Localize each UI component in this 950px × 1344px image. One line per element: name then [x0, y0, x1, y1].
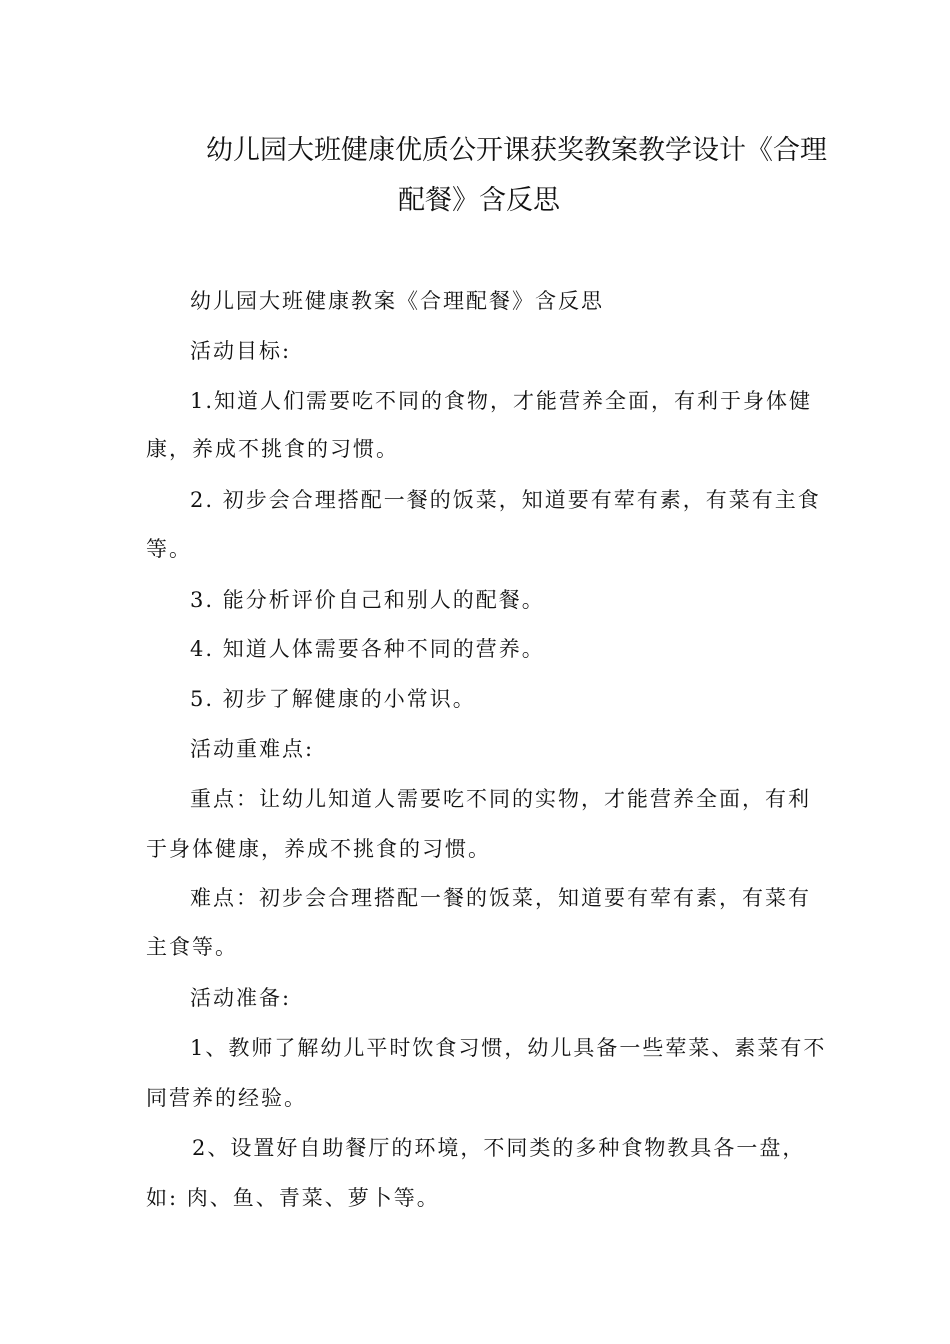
goal-2-line-2: 等。: [146, 537, 192, 561]
goal-3: 3. 能分析评价自己和别人的配餐。: [190, 588, 545, 612]
goal-1-line-2: 康，养成不挑食的习惯。: [146, 437, 399, 461]
prep-1-line-2: 同营养的经验。: [146, 1086, 307, 1110]
goals-heading: 活动目标:: [190, 339, 292, 363]
key-point-line-1: 重点：让幼儿知道人需要吃不同的实物，才能营养全面，有利: [190, 787, 811, 811]
goal-4: 4. 知道人体需要各种不同的营养。: [190, 637, 545, 661]
goal-5: 5. 初步了解健康的小常识。: [190, 687, 476, 711]
goal-2-line-1: 2. 初步会合理搭配一餐的饭菜，知道要有荤有素，有菜有主食: [190, 488, 821, 512]
keypoints-heading: 活动重难点:: [190, 737, 315, 761]
prep-2-line-1: 2、设置好自助餐厅的环境，不同类的多种食物教具各一盘，: [192, 1136, 806, 1160]
title-line-2: 配餐》含反思: [398, 185, 560, 216]
subtitle: 幼儿园大班健康教案《合理配餐》含反思: [190, 289, 604, 313]
difficult-point-line-2: 主食等。: [146, 935, 238, 959]
title-line-1: 幼儿园大班健康优质公开课获奖教案教学设计《合理: [206, 135, 827, 166]
key-point-line-2: 于身体健康，养成不挑食的习惯。: [146, 837, 491, 861]
difficult-point-line-1: 难点：初步会合理搭配一餐的饭菜，知道要有荤有素，有菜有: [190, 886, 811, 910]
prep-2-line-2: 如: 肉、鱼、青菜、萝卜等。: [146, 1186, 440, 1210]
goal-1-line-1: 1.知道人们需要吃不同的食物，才能营养全面，有利于身体健: [190, 389, 813, 413]
prep-heading: 活动准备:: [190, 986, 292, 1010]
prep-1-line-1: 1、教师了解幼儿平时饮食习惯，幼儿具备一些荤菜、素菜有不: [190, 1036, 827, 1060]
